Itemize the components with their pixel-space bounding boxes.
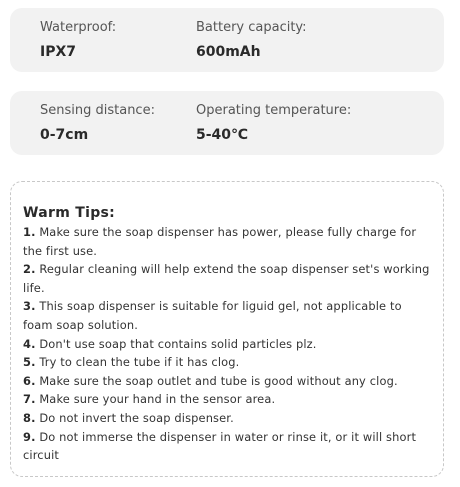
warm-tips-box xyxy=(10,181,444,477)
spec-label: Operating temperature: xyxy=(196,103,352,118)
tip-item xyxy=(23,353,435,372)
tip-number: 6. xyxy=(23,373,36,388)
tip-text: Try to clean the tube if it has clog. xyxy=(35,355,240,370)
tip-number: 4. xyxy=(23,336,36,351)
spec-card-sensing-temperature xyxy=(10,91,444,155)
tip-number: 1. xyxy=(23,225,36,239)
tip-item xyxy=(23,223,435,260)
tip-number: 2. xyxy=(23,262,36,277)
spec-value: 0-7cm xyxy=(40,127,89,143)
tip-number: 3. xyxy=(23,299,36,314)
tip-item xyxy=(23,297,435,334)
tip-text: Make sure the soap outlet and tube is good without any clog. xyxy=(35,373,398,388)
spec-operating-temperature xyxy=(196,103,351,144)
spec-value: IPX7 xyxy=(40,44,77,60)
spec-waterproof xyxy=(40,20,116,61)
spec-value: 600mAh xyxy=(196,44,261,60)
warm-tips-list xyxy=(23,223,435,465)
tip-text: Don't use soap that contains solid particles plz. xyxy=(35,336,317,351)
tip-number: 8. xyxy=(23,410,36,425)
warm-tips-title: Warm Tips: xyxy=(23,205,116,221)
spec-label: Waterproof: xyxy=(40,20,117,35)
spec-value: 5-40℃ xyxy=(196,127,248,143)
tip-text: Do not invert the soap dispenser. xyxy=(35,410,234,425)
spec-label: Battery capacity: xyxy=(196,20,307,35)
spec-sensing-distance xyxy=(40,103,155,144)
tip-text: Do not immerse the dispenser in water or rinse it, or it will short circuit xyxy=(23,429,417,463)
tip-item xyxy=(23,260,435,297)
tip-text: Make sure the soap dispenser has power, please fully charge for the first use. xyxy=(23,225,417,258)
tip-item xyxy=(23,372,435,391)
tip-text: This soap dispenser is suitable for liguid gel, not applicable to foam soap solution. xyxy=(23,299,402,332)
spec-label: Sensing distance: xyxy=(40,103,155,118)
tip-item xyxy=(23,390,435,409)
tip-number: 7. xyxy=(23,392,36,407)
spec-card-waterproof-battery xyxy=(10,8,444,72)
tip-number: 5. xyxy=(23,355,36,370)
tip-item xyxy=(23,409,435,428)
tip-text: Make sure your hand in the sensor area. xyxy=(35,392,276,407)
tip-item xyxy=(23,428,435,465)
tip-text: Regular cleaning will help extend the soap dispenser set's working life. xyxy=(23,262,430,295)
tip-item xyxy=(23,335,435,354)
tip-number: 9. xyxy=(23,429,36,444)
spec-battery-capacity xyxy=(196,20,307,61)
